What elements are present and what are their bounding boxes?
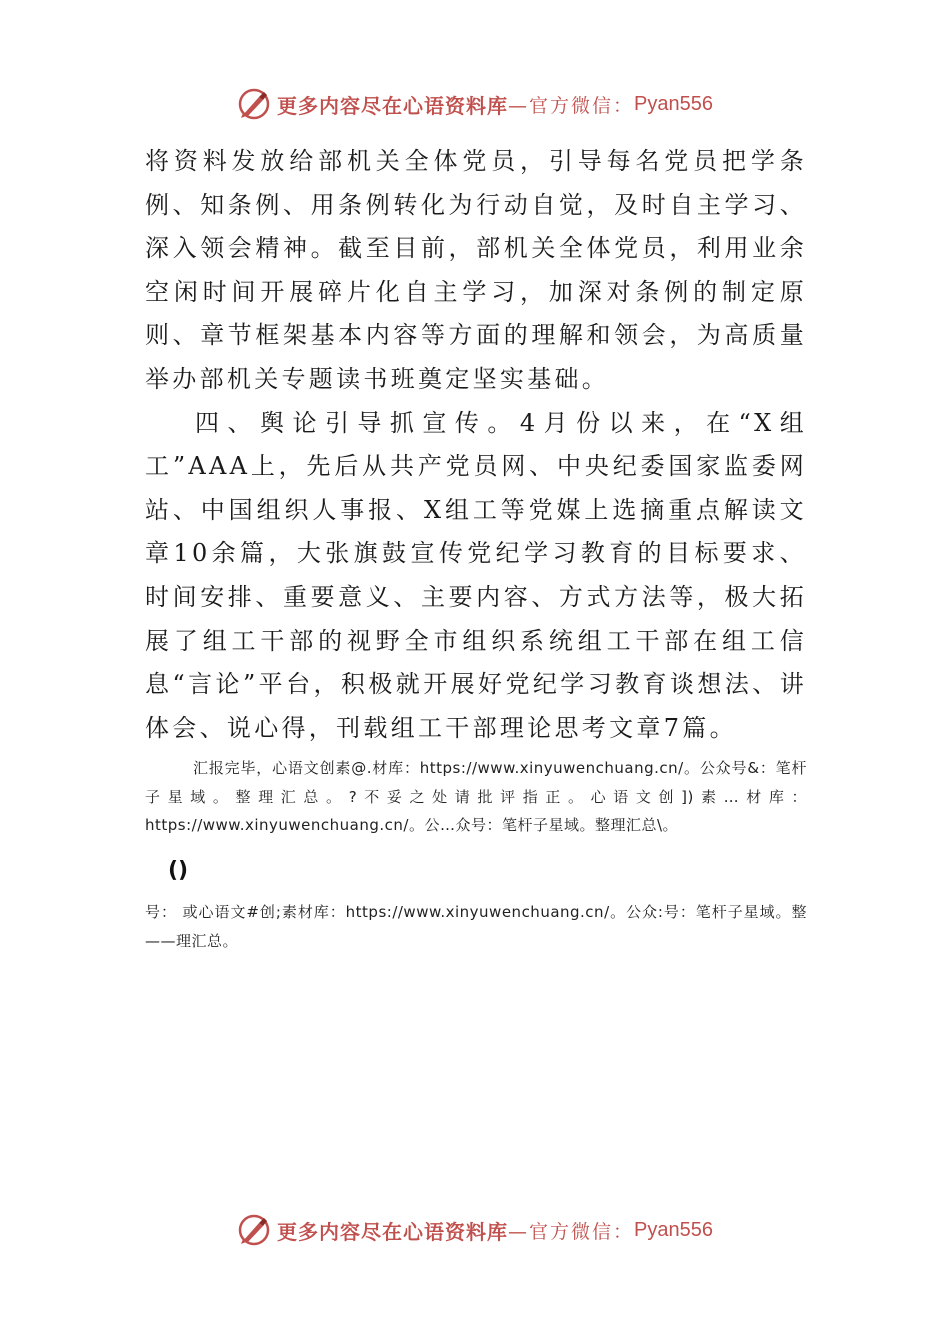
parentheses-mark: () (168, 858, 189, 883)
pen-logo-icon (237, 87, 271, 121)
closing-note: 汇报完毕，心语文创素@.材库：https://www.xinyuwenchuang.cn/。公众号&：笔杆子星域。整理汇总。?不妥之处请批评指正。心语文创])素…材库：https://www.xinyuwenchuang.cn/。公…众号：笔杆子星域。整理汇总\。 (145, 759, 807, 834)
body-paragraph-2: 四、舆论引导抓宣传。4月份以来，在“X组工”AAA上，先后从共产党员网、中央纪委国家监委网站、中国组织人事报、X组工等党媒上选摘重点解读文章10余篇，大张旗鼓宣传党纪学习教育的目标要求、时间安排、重要意义、主要内容、方式方法等，极大拓展了组工干部的视野全市组织系统组工干部在组工信息“言论”平台，积极就开展好党纪学习教育谈想法、讲体会、说心得，刊载组工干部理论思考文章7篇。 (145, 408, 807, 742)
header-banner (0, 84, 950, 124)
footer-wechat-id: Pyan556 (634, 1218, 713, 1241)
footer-separator: —官方微信： (508, 1220, 635, 1243)
pen-logo-icon (237, 1213, 271, 1247)
document-body (145, 140, 807, 750)
header-separator: —官方微信： (508, 94, 635, 117)
source-note: 号： 或心语文#创;素材库：https://www.xinyuwenchuang.cn/。公众:号：笔杆子星域。整——理汇总。 (145, 903, 807, 950)
header-title: 更多内容尽在心语资料库 (277, 93, 508, 118)
body-paragraph-1: 将资料发放给部机关全体党员，引导每名党员把学条例、知条例、用条例转化为行动自觉，及时自主学习、深入领会精神。截至目前，部机关全体党员，利用业余空闲时间开展碎片化自主学习，加深对条例的制定原则、章节框架基本内容等方面的理解和领会，为高质量举办部机关专题读书班奠定坚实基础。 (145, 147, 807, 393)
footer-title: 更多内容尽在心语资料库 (277, 1219, 508, 1244)
footer-banner (0, 1210, 950, 1250)
header-wechat-id: Pyan556 (634, 92, 713, 115)
